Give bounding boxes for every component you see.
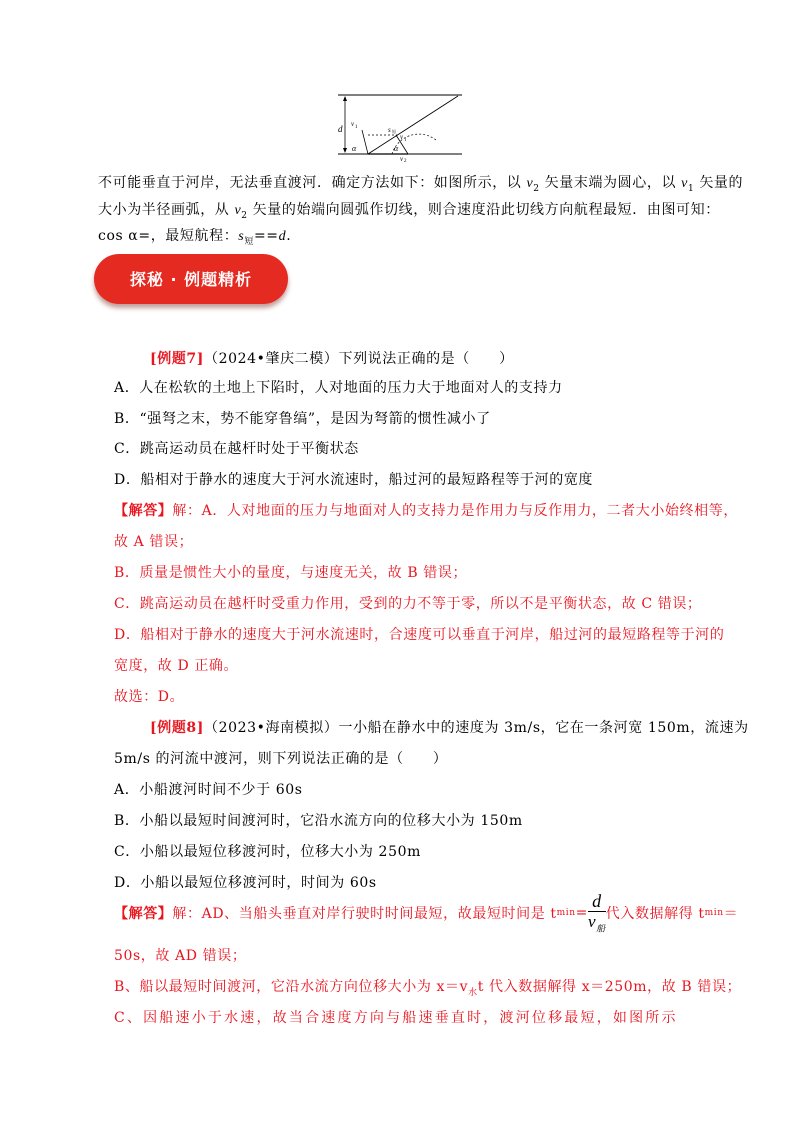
example7-answer-line-1: [114, 500, 738, 520]
example7-option-c: C．跳高运动员在越杆时处于平衡状态: [114, 441, 359, 457]
section-banner-label: 探秘 · 例题精析: [129, 270, 253, 289]
example7-option-a: A．人在松软的土地上下陷时，人对地面的压力大于地面对人的支持力: [114, 380, 563, 396]
resultant-path-line: [368, 96, 458, 154]
example8-stem-line-1: [150, 717, 749, 737]
intro-text: cos α=，最短航程：: [98, 228, 239, 244]
symbol-v1-sub: 1: [687, 183, 695, 194]
example8-tag: [例题8]: [150, 720, 204, 736]
example8-answer-line-2: 50s，故 AD 错误；: [114, 948, 247, 964]
diagram-label-v2-sub: 2: [404, 159, 407, 162]
symbol-v2: v: [526, 176, 534, 191]
intro-text: 矢量的: [694, 175, 744, 191]
width-arrow-bottom-head: [343, 148, 347, 153]
example7-answer-line-7: 故选：D。: [114, 689, 185, 705]
diagram-label-v1-left: v: [351, 120, 355, 128]
intro-text: 矢量的始端向圆弧作切线，则合速度沿此切线方向航程最短．由图可知：: [247, 202, 720, 218]
diagram-label-alpha-right: α: [394, 144, 399, 153]
example7-stem-text: （2024•肇庆二模）下列说法正确的是（ ）: [204, 351, 514, 367]
symbol-v1: v: [681, 176, 688, 191]
diagram-label-v1-right: v: [400, 133, 404, 141]
example7-answer-line-3: B．质量是惯性大小的量度，与速度无关，故 B 错误；: [114, 565, 468, 581]
t-min-sub: min: [556, 908, 576, 918]
diagram-label-d: d: [338, 124, 343, 134]
example7-answer-line-2: 故 A 错误；: [114, 534, 194, 550]
example7-option-b: B．“强弩之末，势不能穿鲁缟”，是因为弩箭的惯性减小了: [114, 411, 491, 427]
example8-answer-line-1: [114, 890, 738, 936]
river-crossing-diagram: [330, 90, 470, 162]
symbol-s: s: [238, 229, 245, 244]
intro-line-1: [98, 172, 743, 194]
answer-text: ＝: [723, 906, 739, 922]
example7-answer-line-6: 宽度，故 D 正确。: [114, 658, 239, 674]
symbol-s-sub: 短: [244, 236, 254, 247]
answer-text: 代入数据解得 t: [605, 906, 705, 922]
section-banner: [94, 254, 288, 304]
example7-answer-line-5: D．船相对于静水的速度大于河水流速时，合速度可以垂直于河岸，船过河的最短路程等于河的: [114, 627, 725, 643]
v1-left-vector: [362, 130, 368, 154]
intro-text: .: [286, 228, 292, 244]
fraction-den-symbol: v: [587, 912, 597, 932]
diagram-label-v1-right-sub: 1: [404, 138, 407, 143]
dashed-arc: [392, 134, 436, 154]
example8-option-a: A．小船渡河时间不少于 60s: [114, 782, 303, 798]
answer-text: =: [575, 905, 588, 921]
example7-answer-line-4: C．跳高运动员在越杆时受重力作用，受到的力不等于零，所以不是平衡状态，故 C 错误；: [114, 596, 702, 612]
example8-option-b: B．小船以最短时间渡河时，它沿水流方向的位移大小为 150m: [114, 813, 523, 829]
example7-option-d: D．船相对于静水的速度大于河水流速时，船过河的最短路程等于河的宽度: [114, 472, 594, 488]
example8-answer-line-4: C、因船速小于水速，故当合速度方向与船速垂直时，渡河位移最短，如图所示: [114, 1010, 678, 1026]
intro-text: 矢量末端为圆心，以: [539, 175, 682, 191]
intro-line-3: [98, 225, 291, 247]
symbol-v2-sub: 2: [533, 183, 540, 194]
v-water-sub: 水: [468, 987, 478, 998]
example8-option-c: C．小船以最短位移渡河时，位移大小为 250m: [114, 844, 421, 860]
t-min-sub: min: [704, 908, 724, 918]
fraction-numerator: d: [588, 892, 606, 912]
fraction-d-over-v: [588, 892, 606, 933]
example8-answer-tag: 【解答】: [114, 906, 173, 922]
intro-line-2: [98, 199, 720, 221]
example8-option-d: D．小船以最短位移渡河时，时间为 60s: [114, 875, 377, 891]
diagram-label-s-sub: 短: [392, 129, 396, 134]
example8-stem-line-2: 5m/s 的河流中渡河，则下列说法正确的是（ ）: [114, 751, 448, 767]
symbol-v2-sub: 2: [241, 210, 248, 221]
diagram-label-s: s: [388, 126, 391, 134]
diagram-label-v1-left-sub: 1: [355, 125, 358, 130]
example8-stem-text: （2023•海南模拟）一小船在静水中的速度为 3m/s，它在一条河宽 150m，流速为: [204, 720, 749, 736]
intro-text: 不可能垂直于河岸，无法垂直渡河．确定方法如下：如图所示，以: [98, 175, 527, 191]
diagram-label-alpha-left: α: [352, 144, 357, 153]
intro-text: ==: [253, 228, 279, 244]
answer-text: 解：A．人对地面的压力与地面对人的支持力是作用力与反作用力，二者大小始终相等，: [172, 503, 738, 519]
fraction-denominator: [588, 912, 606, 933]
intro-text: 大小为半径画弧，从: [98, 202, 235, 218]
symbol-d: d: [278, 229, 287, 244]
answer-text: 解：AD、当船头垂直对岸行驶时时间最短，故最短时间是 t: [172, 906, 557, 922]
fraction-den-sub: 船: [596, 923, 606, 934]
example7-stem: [150, 348, 514, 368]
width-arrow-top-head: [343, 96, 347, 101]
example7-tag: [例题7]: [150, 351, 204, 367]
example7-answer-tag: 【解答】: [114, 503, 173, 519]
example8-answer-line-3: [114, 976, 741, 998]
symbol-v2: v: [234, 203, 242, 218]
answer-text: t 代入数据解得 x＝250m，故 B 错误；: [477, 979, 742, 995]
answer-text: B、船以最短时间渡河，它沿水流方向位移大小为 x＝v: [114, 979, 469, 995]
diagram-label-v2: v: [400, 155, 404, 162]
